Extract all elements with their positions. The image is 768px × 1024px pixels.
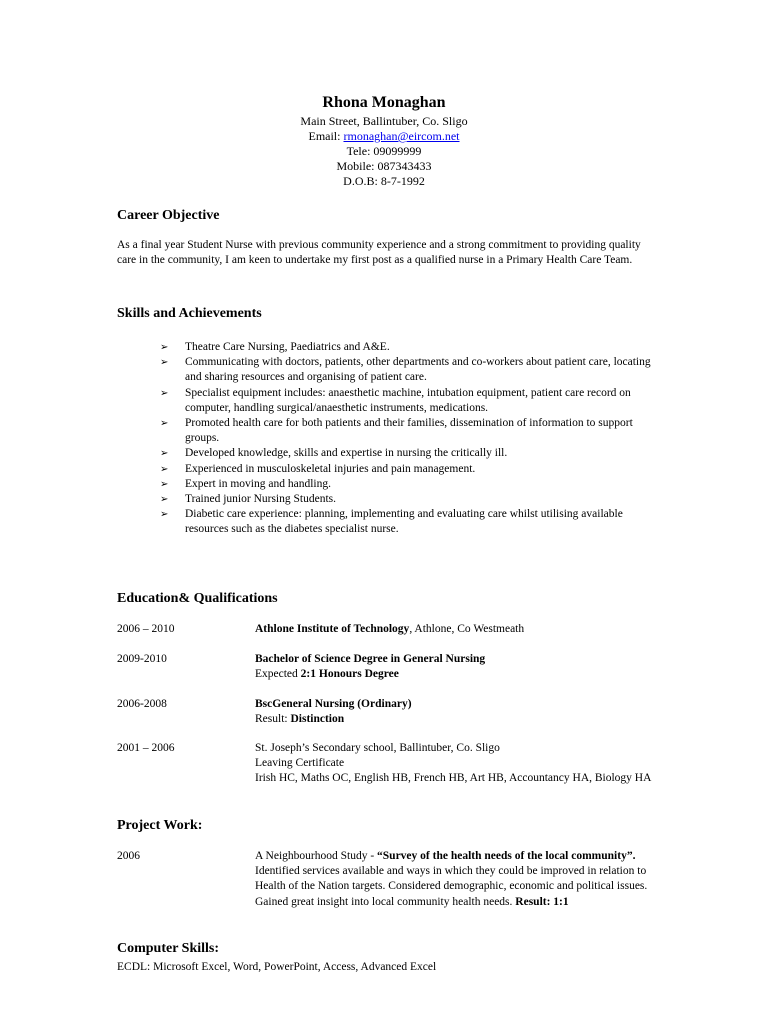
entry-date: 2006 – 2010 <box>117 623 175 635</box>
career-objective-text: As a final year Student Nurse with previous community experience and a strong commitment to providing quality care in the community, I am keen to undertake my first post as a qualified nurse in a Primary Health Care Team. <box>117 239 641 267</box>
certificate-name: Leaving Certificate <box>255 757 345 770</box>
skill-text: Promoted health care for both patients and their families, dissemination of information to support groups. <box>185 417 633 445</box>
school-name: St. Joseph’s Secondary school, Ballintuber, Co. Sligo <box>255 742 500 754</box>
mobile-line: Mobile: 087343433 <box>336 159 432 173</box>
career-objective-heading: Career Objective <box>117 208 220 223</box>
project-heading: Project Work: <box>117 818 203 833</box>
skill-item <box>160 507 660 537</box>
skill-item <box>160 340 660 355</box>
result-label: Result: <box>255 713 291 726</box>
institution-name: Athlone Institute of Technology <box>255 623 410 635</box>
arrow-bullet-icon: ➢ <box>160 387 169 399</box>
skill-text: Expert in moving and handling. <box>185 477 331 490</box>
project-date: 2006 <box>117 850 140 862</box>
entry-detail <box>255 697 675 727</box>
skill-text: Theatre Care Nursing, Paediatrics and A&E. <box>185 341 390 353</box>
project-title: “Survey of the health needs of the local community”. <box>377 850 636 862</box>
skill-item <box>160 462 660 477</box>
skills-list <box>160 340 660 538</box>
project-result: Result: 1:1 <box>515 895 569 908</box>
expected-label: Expected <box>255 668 301 681</box>
arrow-bullet-icon: ➢ <box>160 418 169 430</box>
skill-item <box>160 477 660 492</box>
project-body: Identified services available and ways in which they could be improved in relation to Health of the Nation targets. Considered demographic, economic and political issues. Gained great insight into local community health needs. <box>255 865 648 908</box>
telephone-line: Tele: 09099999 <box>346 144 422 158</box>
applicant-name: Rhona Monaghan <box>322 94 446 111</box>
arrow-bullet-icon: ➢ <box>160 357 169 369</box>
skill-text: Developed knowledge, skills and expertise in nursing the critically ill. <box>185 447 508 460</box>
skill-text: Specialist equipment includes: anaesthetic machine, intubation equipment, patient care record on computer, handling surgical/anaesthetic instruments, medications. <box>185 386 631 414</box>
project-detail <box>255 849 655 910</box>
degree-name: Bachelor of Science Degree in General Nursing <box>255 653 486 665</box>
entry-detail <box>255 741 675 787</box>
entry-date: 2009-2010 <box>117 653 167 665</box>
dob-line: D.O.B: 8-7-1992 <box>343 174 425 188</box>
computer-skills-text: ECDL: Microsoft Excel, Word, PowerPoint, Access, Advanced Excel <box>117 961 437 973</box>
skill-item <box>160 355 660 385</box>
skill-item <box>160 492 660 507</box>
entry-detail <box>255 622 675 637</box>
skill-item <box>160 446 660 461</box>
arrow-bullet-icon: ➢ <box>160 478 169 490</box>
skill-item <box>160 416 660 446</box>
institution-location: , Athlone, Co Westmeath <box>409 623 525 635</box>
entry-date: 2006-2008 <box>117 698 167 710</box>
education-heading: Education& Qualifications <box>117 591 278 606</box>
email-line <box>0 129 768 144</box>
email-link[interactable]: rmonaghan@eircom.net <box>343 129 460 143</box>
result-value: Distinction <box>290 713 345 726</box>
arrow-bullet-icon: ➢ <box>160 509 169 521</box>
arrow-bullet-icon: ➢ <box>160 448 169 460</box>
email-label: Email: <box>308 129 344 143</box>
degree-name: BscGeneral Nursing (Ordinary) <box>255 698 412 710</box>
skills-heading: Skills and Achievements <box>117 306 262 321</box>
address-line: Main Street, Ballintuber, Co. Sligo <box>300 114 468 128</box>
skill-item <box>160 386 660 416</box>
skill-text: Trained junior Nursing Students. <box>185 493 336 506</box>
skill-text: Experienced in musculoskeletal injuries and pain management. <box>185 462 476 475</box>
entry-date: 2001 – 2006 <box>117 742 175 754</box>
skill-text: Diabetic care experience: planning, implementing and evaluating care whilst utilising available resources such as the diabetes specialist nurse. <box>185 508 623 536</box>
arrow-bullet-icon: ➢ <box>160 342 169 353</box>
arrow-bullet-icon: ➢ <box>160 463 169 475</box>
computer-skills-heading: Computer Skills: <box>117 941 220 956</box>
skill-text: Communicating with doctors, patients, other departments and co-workers about patient care, locating and sharing resources and organising of patient care. <box>185 356 651 384</box>
project-intro: A Neighbourhood Study - <box>255 850 378 862</box>
entry-detail <box>255 652 675 682</box>
expected-value: 2:1 Honours Degree <box>300 668 399 681</box>
arrow-bullet-icon: ➢ <box>160 494 169 506</box>
cv-header <box>0 92 768 189</box>
subject-list: Irish HC, Maths OC, English HB, French HB, Art HB, Accountancy HA, Biology HA <box>255 772 652 785</box>
